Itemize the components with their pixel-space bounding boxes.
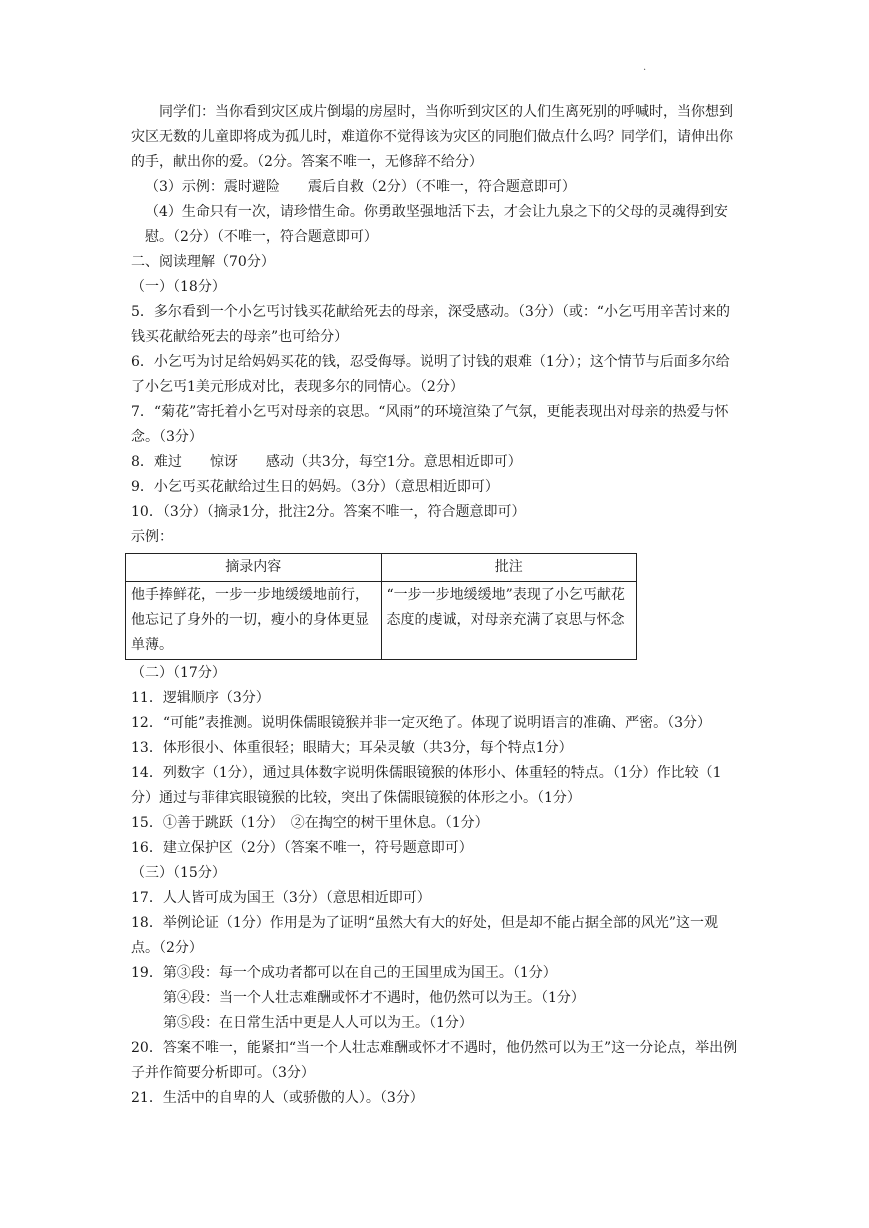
answer-item: 13．体形很小、体重很轻；眼睛大；耳朵灵敏（共3分，每个特点1分）	[131, 740, 573, 756]
example-table	[125, 553, 637, 660]
answer-paragraph: （4）生命只有一次，请珍惜生命。你勇敢坚强地活下去，才会让九泉之下的父母的灵魂得到安慰。（2分）（不唯一，符合题意即可）	[145, 204, 728, 245]
table-cell-note: “一步一步地缓缓地”表现了小乞丐献花态度的虔诚，对母亲充满了哀思与怀念	[381, 582, 637, 660]
answer-item: 7．“菊花”寄托着小乞丐对母亲的哀思。“风雨”的环境渲染了气氛，更能表现出对母亲的热爱与怀念。（3分）	[131, 404, 729, 445]
answer-item: 16．建立保护区（2分）（答案不唯一，符号题意即可）	[131, 840, 473, 856]
answer-item: 15．①善于跳跃（1分） ②在掏空的树干里休息。（1分）	[131, 815, 489, 831]
section-subheading: （二）（17分）	[131, 665, 226, 681]
example-label: 示例：	[131, 529, 173, 545]
table-header-excerpt: 摘录内容	[126, 554, 382, 582]
answer-item: 8．难过 惊讶 感动（共3分，每空1分。意思相近即可）	[131, 454, 522, 470]
answer-item: 第⑤段：在日常生活中更是人人可以为王。（1分）	[163, 1015, 473, 1031]
section-subheading: （一）（18分）	[131, 279, 226, 295]
table-header-note: 批注	[381, 554, 637, 582]
answer-paragraph: （3）示例：震时避险 震后自救（2分）（不唯一，符合题意即可）	[145, 179, 576, 195]
answer-item: 6．小乞丐为讨足给妈妈买花的钱，忍受侮辱。说明了讨钱的艰难（1分）；这个情节与后面多尔给了小乞丐1美元形成对比，表现多尔的同情心。（2分）	[131, 354, 730, 395]
answer-item: 20．答案不唯一，能紧扣“当一个人壮志难酬或怀才不遇时，他仍然可以为王”这一分论点，举出例子并作简要分析即可。（3分）	[131, 1040, 738, 1081]
answer-item: 10．（3分）（摘录1分，批注2分。答案不唯一，符合题意即可）	[131, 504, 526, 520]
answer-content	[131, 100, 741, 1111]
answer-item: 5．多尔看到一个小乞丐讨钱买花献给死去的母亲，深受感动。（3分）（或：“小乞丐用辛苦讨来的钱买花献给死去的母亲”也可给分）	[131, 304, 730, 345]
section-subheading: （三）（15分）	[131, 865, 226, 881]
answer-item: 17．人人皆可成为国王（3分）（意思相近即可）	[131, 890, 431, 906]
answer-item: 第④段：当一个人壮志难酬或怀才不遇时，他仍然可以为王。（1分）	[163, 990, 585, 1006]
section-heading: 二、阅读理解（70分）	[131, 254, 275, 270]
answer-item: 14．列数字（1分），通过具体数字说明侏儒眼镜猴的体形小、体重轻的特点。（1分）作比较（1分）通过与菲律宾眼镜猴的比较，突出了侏儒眼镜猴的体形之小。（1分）	[131, 765, 722, 806]
answer-item: 21．生活中的自卑的人（或骄傲的人）。（3分）	[131, 1090, 424, 1106]
answer-item: 9．小乞丐买花献给过生日的妈妈。（3分）（意思相近即可）	[131, 479, 499, 495]
page-mark: .	[643, 62, 647, 73]
table-cell-excerpt: 他手捧鲜花，一步一步地缓缓地前行，他忘记了身外的一切，瘦小的身体更显单薄。	[126, 582, 382, 660]
answer-paragraph: 同学们：当你看到灾区成片倒塌的房屋时，当你听到灾区的人们生离死别的呼喊时，当你想到灾区无数的儿童即将成为孤儿时，难道你不觉得该为灾区的同胞们做点什么吗？同学们，请伸出你的手，献出你的爱。（2分。答案不唯一，无修辞不给分）	[131, 104, 733, 170]
answer-item: 12．“可能”表推测。说明侏儒眼镜猴并非一定灭绝了。体现了说明语言的准确、严密。（3分）	[131, 715, 712, 731]
answer-item: 19．第③段：每一个成功者都可以在自己的王国里成为国王。（1分）	[131, 965, 557, 981]
answer-item: 11．逻辑顺序（3分）	[131, 690, 270, 706]
table-row	[126, 582, 637, 660]
answer-item: 18．举例论证（1分）作用是为了证明“虽然大有大的好处，但是却不能占据全部的风光”这一观点。（2分）	[131, 915, 719, 956]
table-header-row	[126, 554, 637, 582]
